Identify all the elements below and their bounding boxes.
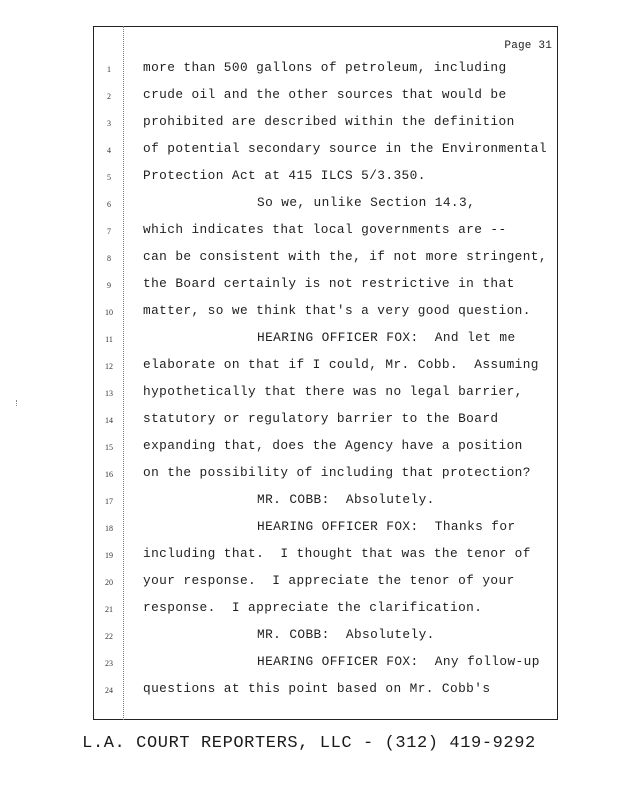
line-number: 10 xyxy=(105,308,113,317)
line-number: 23 xyxy=(105,659,113,668)
line-text: So we, unlike Section 14.3, xyxy=(257,195,476,210)
line-text: elaborate on that if I could, Mr. Cobb. Assuming xyxy=(143,357,539,372)
transcript-line xyxy=(0,59,618,85)
transcript-line xyxy=(0,113,618,139)
line-number: 15 xyxy=(105,443,113,452)
line-text: statutory or regulatory barrier to the Board xyxy=(143,411,499,426)
line-number: 5 xyxy=(107,173,111,182)
line-number: 13 xyxy=(105,389,113,398)
line-number: 3 xyxy=(107,119,111,128)
line-number: 24 xyxy=(105,686,113,695)
line-text: response. I appreciate the clarification. xyxy=(143,600,483,615)
line-text: MR. COBB: Absolutely. xyxy=(257,492,435,507)
transcript-line xyxy=(0,680,618,706)
transcript-line xyxy=(0,356,618,382)
line-number: 16 xyxy=(105,470,113,479)
court-reporter-footer: L.A. COURT REPORTERS, LLC - (312) 419-9292 xyxy=(82,734,536,753)
transcript-line xyxy=(0,140,618,166)
transcript-line xyxy=(0,626,618,652)
line-number: 9 xyxy=(107,281,111,290)
line-text: expanding that, does the Agency have a position xyxy=(143,438,523,453)
line-number: 19 xyxy=(105,551,113,560)
line-number: 22 xyxy=(105,632,113,641)
line-text: your response. I appreciate the tenor of your xyxy=(143,573,515,588)
transcript-line xyxy=(0,275,618,301)
line-number: 2 xyxy=(107,92,111,101)
line-text: including that. I thought that was the tenor of xyxy=(143,546,531,561)
line-number: 14 xyxy=(105,416,113,425)
line-text: questions at this point based on Mr. Cobb's xyxy=(143,681,491,696)
transcript-line xyxy=(0,383,618,409)
line-number: 17 xyxy=(105,497,113,506)
line-number: 21 xyxy=(105,605,113,614)
transcript-line xyxy=(0,248,618,274)
line-number: 12 xyxy=(105,362,113,371)
line-number: 18 xyxy=(105,524,113,533)
line-text: HEARING OFFICER FOX: Any follow-up xyxy=(257,654,540,669)
line-text: can be consistent with the, if not more stringent, xyxy=(143,249,547,264)
transcript-line xyxy=(0,653,618,679)
line-number: 11 xyxy=(105,335,113,344)
transcript-line xyxy=(0,572,618,598)
line-number: 7 xyxy=(107,227,111,236)
transcript-line xyxy=(0,302,618,328)
transcript-line xyxy=(0,599,618,625)
transcript-line xyxy=(0,329,618,355)
transcript-line xyxy=(0,518,618,544)
page-number: Page 31 xyxy=(504,40,552,52)
line-text: prohibited are described within the definition xyxy=(143,114,515,129)
line-text: hypothetically that there was no legal barrier, xyxy=(143,384,523,399)
transcript-line xyxy=(0,86,618,112)
line-text: more than 500 gallons of petroleum, including xyxy=(143,60,507,75)
line-text: HEARING OFFICER FOX: Thanks for xyxy=(257,519,516,534)
transcript-line xyxy=(0,437,618,463)
transcript-line xyxy=(0,464,618,490)
line-number: 1 xyxy=(107,65,111,74)
line-text: Protection Act at 415 ILCS 5/3.350. xyxy=(143,168,426,183)
line-text: crude oil and the other sources that would be xyxy=(143,87,507,102)
line-number: 4 xyxy=(107,146,111,155)
transcript-line xyxy=(0,221,618,247)
line-text: the Board certainly is not restrictive in that xyxy=(143,276,515,291)
transcript-line xyxy=(0,167,618,193)
line-number: 6 xyxy=(107,200,111,209)
line-number: 8 xyxy=(107,254,111,263)
line-text: MR. COBB: Absolutely. xyxy=(257,627,435,642)
transcript-line xyxy=(0,194,618,220)
line-text: of potential secondary source in the Environmental xyxy=(143,141,547,156)
line-text: on the possibility of including that protection? xyxy=(143,465,531,480)
line-text: HEARING OFFICER FOX: And let me xyxy=(257,330,516,345)
line-text: which indicates that local governments are -- xyxy=(143,222,507,237)
transcript-line xyxy=(0,410,618,436)
line-number: 20 xyxy=(105,578,113,587)
line-text: matter, so we think that's a very good question. xyxy=(143,303,531,318)
transcript-line xyxy=(0,491,618,517)
transcript-line xyxy=(0,545,618,571)
